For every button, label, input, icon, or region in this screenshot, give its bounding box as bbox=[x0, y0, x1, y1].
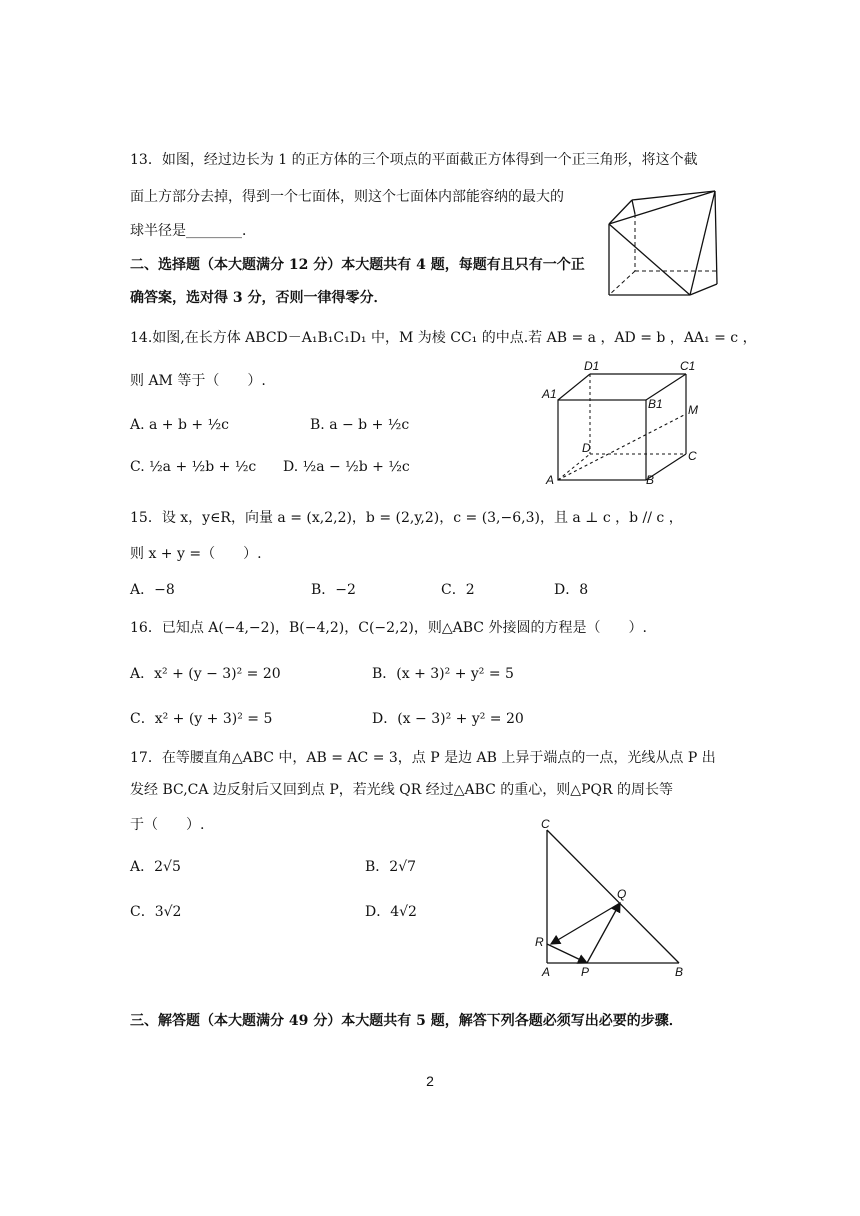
section-2-header-line-2: 确答案，选对得 3 分，否则一律得零分． bbox=[130, 290, 388, 306]
q14-option-d: D. ½a − ½b + ½c bbox=[283, 459, 410, 475]
q17-triangle-figure bbox=[535, 818, 695, 978]
label-B1: B1 bbox=[648, 397, 663, 411]
q17-option-b: B．2√7 bbox=[365, 859, 417, 875]
label-C: C bbox=[688, 449, 697, 463]
q16-option-c: C．x² + (y + 3)² = 5 bbox=[130, 711, 273, 727]
q14-line-2: 则 AM 等于（ ）. bbox=[130, 373, 266, 389]
q17-line-1: 17．在等腰直角△ABC 中，AB = AC = 3，点 P 是边 AB 上异于端点的一点，光线从点 P 出 bbox=[130, 750, 716, 766]
label-A: A bbox=[546, 473, 555, 487]
q14-line-1: 14.如图,在长方体 ABCD－A₁B₁C₁D₁ 中，M 为棱 CC₁ 的中点.若 AB = a ，AD = b ，AA₁ = c ， bbox=[130, 330, 757, 346]
q15-option-a: A．−8 bbox=[130, 582, 175, 598]
q14-option-a: A. a + b + ½c bbox=[130, 417, 229, 433]
label-A: A bbox=[542, 965, 551, 979]
label-P: P bbox=[581, 965, 590, 979]
q16-line-1: 16．已知点 A(−4,−2)，B(−4,2)，C(−2,2)，则△ABC 外接圆的方程是（ ）. bbox=[130, 620, 647, 636]
label-C1: C1 bbox=[680, 359, 696, 373]
label-D1: D1 bbox=[584, 359, 600, 373]
page-number: 2 bbox=[426, 1073, 434, 1089]
q13-cube-figure bbox=[605, 188, 725, 298]
label-B: B bbox=[646, 473, 655, 487]
label-M: M bbox=[688, 403, 698, 417]
q16-option-b: B．(x + 3)² + y² = 5 bbox=[372, 666, 514, 682]
q15-line-2: 则 x + y =（ ）. bbox=[130, 546, 262, 562]
q15-option-b: B．−2 bbox=[311, 582, 356, 598]
q17-option-c: C．3√2 bbox=[130, 904, 182, 920]
q13-line-1: 13．如图，经过边长为 1 的正方体的三个项点的平面截正方体得到一个正三角形，将这个截 bbox=[130, 152, 698, 168]
q15-line-1: 15．设 x，y∈R，向量 a = (x,2,2)，b = (2,y,2)，c = (3,−6,3)，且 a ⊥ c ，b // c ， bbox=[130, 510, 683, 526]
label-D: D bbox=[582, 441, 591, 455]
q17-line-2: 发经 BC,CA 边反射后又回到点 P，若光线 QR 经过△ABC 的重心，则△PQR 的周长等 bbox=[130, 782, 673, 798]
q15-option-d: D．8 bbox=[554, 582, 589, 598]
section-2-header-line-1: 二、选择题（本大题满分 12 分）本大题共有 4 题，每题有且只有一个正 bbox=[130, 257, 585, 273]
label-C: C bbox=[541, 817, 550, 831]
label-Q: Q bbox=[617, 887, 627, 901]
section-3-header: 三、解答题（本大题满分 49 分）本大题共有 5 题，解答下列各题必须写出必要的步骤． bbox=[130, 1013, 683, 1029]
q14-cuboid-figure bbox=[540, 360, 715, 485]
q13-line-2: 面上方部分去掉，得到一个七面体，则这个七面体内部能容纳的最大的 bbox=[130, 189, 564, 205]
label-A1: A1 bbox=[542, 387, 557, 401]
q15-option-c: C．2 bbox=[441, 582, 475, 598]
q17-option-a: A．2√5 bbox=[130, 859, 181, 875]
q13-line-3: 球半径是________． bbox=[130, 223, 256, 239]
q17-option-d: D．4√2 bbox=[365, 904, 417, 920]
label-B: B bbox=[675, 965, 684, 979]
q14-option-b: B. a − b + ½c bbox=[310, 417, 410, 433]
q16-option-d: D．(x − 3)² + y² = 20 bbox=[372, 711, 524, 727]
q14-option-c: C. ½a + ½b + ½c bbox=[130, 459, 257, 475]
q17-line-3: 于（ ）. bbox=[130, 817, 205, 833]
q16-option-a: A．x² + (y − 3)² = 20 bbox=[130, 666, 281, 682]
label-R: R bbox=[535, 935, 544, 949]
